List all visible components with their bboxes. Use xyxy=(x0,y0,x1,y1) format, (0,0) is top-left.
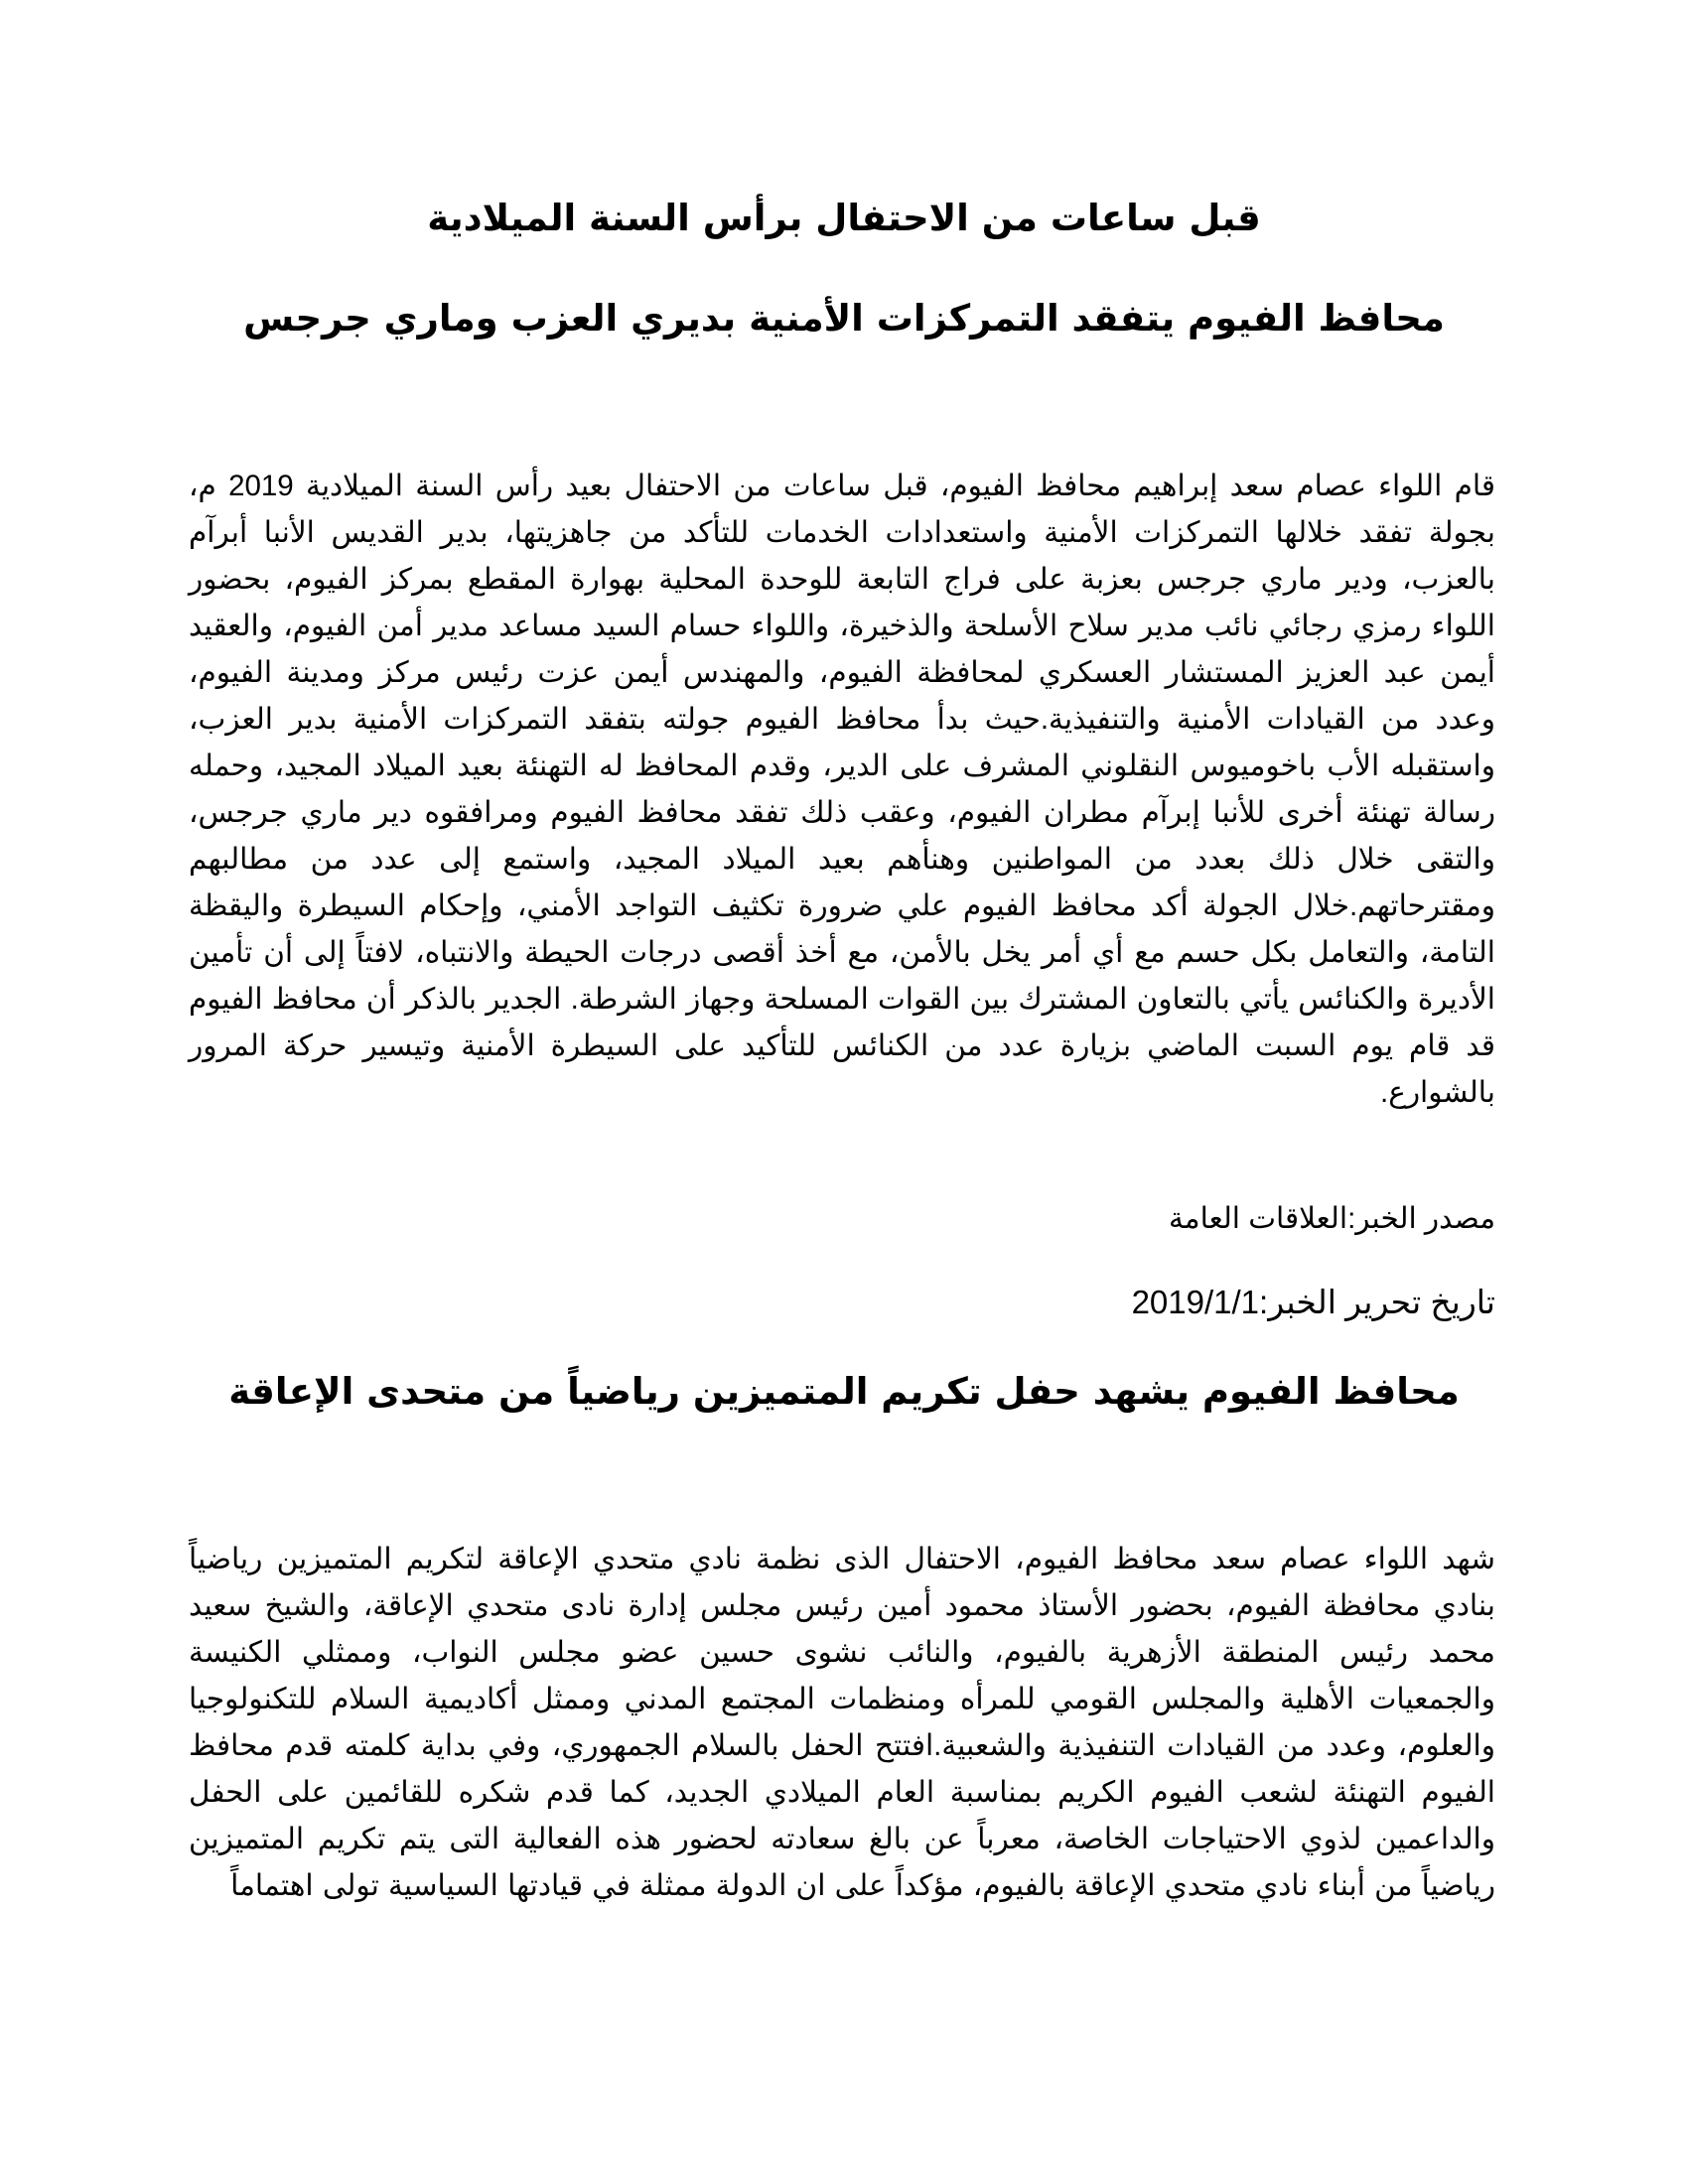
article-2-title: محافظ الفيوم يشهد حفل تكريم المتميزين رياضياً من متحدى الإعاقة xyxy=(228,1370,1460,1413)
article-1-source: مصدر الخبر:العلاقات العامة xyxy=(1168,1202,1495,1235)
article-1-date: تاريخ تحرير الخبر:2019/1/1 xyxy=(1131,1284,1495,1320)
article-1-body: قام اللواء عصام سعد إبراهيم محافظ الفيوم، قبل ساعات من الاحتفال بعيد رأس السنة الميلادية 2019 م، بجولة تفقد خلالها التمركزات الأمنية واستعدادات الخدمات للتأكد من جاهزيتها، بدير القديس الأنبا أبرآم بالعزب، ودير ماري جرجس بعزبة على فراج التابعة للوحدة المحلية بهوارة المقطع بمركز الفيوم، بحضور اللواء رمزي رجائي نائب مدير سلاح الأسلحة والذخيرة، واللواء حسام السيد مساعد مدير أمن الفيوم، والعقيد أيمن عبد العزيز المستشار العسكري لمحافظة الفيوم، والمهندس أيمن عزت رئيس مركز ومدينة الفيوم، وعدد من القيادات الأمنية والتنفيذية.حيث بدأ محافظ الفيوم جولته بتفقد التمركزات الأمنية بدير العزب، واستقبله الأب باخوميوس النقلوني المشرف على الدير، وقدم المحافظ له التهنئة بعيد الميلاد المجيد، وحمله رسالة تهنئة أخرى للأنبا إبرآم مطران الفيوم، وعقب ذلك تفقد محافظ الفيوم ومرافقوه دير ماري جرجس، والتقى خلال ذلك بعدد من المواطنين وهنأهم بعيد الميلاد المجيد، واستمع إلى عدد من مطالبهم ومقترحاتهم.خلال الجولة أكد محافظ الفيوم علي ضرورة تكثيف التواجد الأمني، وإحكام السيطرة واليقظة التامة، والتعامل بكل حسم مع أي أمر يخل بالأمن، مع أخذ أقصى درجات الحيطة والانتباه، لافتاً إلى أن تأمين الأديرة والكنائس يأتي بالتعاون المشترك بين القوات المسلحة وجهاز الشرطة. الجدير بالذكر أن محافظ الفيوم قد قام يوم السبت الماضي بزيارة عدد من الكنائس للتأكيد على السيطرة الأمنية وتيسير حركة المرور بالشوارع. xyxy=(189,470,1496,1109)
article-1-title-line-2: محافظ الفيوم يتفقد التمركزات الأمنية بديري العزب وماري جرجس xyxy=(243,297,1445,340)
article-1-title-line-1: قبل ساعات من الاحتفال برأس السنة الميلادية xyxy=(427,197,1261,239)
article-2-body: شهد اللواء عصام سعد محافظ الفيوم، الاحتفال الذى نظمة نادي متحدي الإعاقة لتكريم المتميزين رياضياً بنادي محافظة الفيوم، بحضور الأستاذ محمود أمين رئيس مجلس إدارة نادى متحدي الإعاقة، والشيخ سعيد محمد رئيس المنطقة الأزهرية بالفيوم، والنائب نشوى حسين عضو مجلس النواب، وممثلي الكنيسة والجمعيات الأهلية والمجلس القومي للمرأه ومنظمات المجتمع المدني وممثل أكاديمية السلام للتكنولوجيا والعلوم، وعدد من القيادات التنفيذية والشعبية.افتتح الحفل بالسلام الجمهوري، وفي بداية كلمته قدم محافظ الفيوم التهنئة لشعب الفيوم الكريم بمناسبة العام الميلادي الجديد، كما قدم شكره للقائمين على الحفل والداعمين لذوي الاحتياجات الخاصة، معرباً عن بالغ سعادته لحضور هذه الفعالية التى يتم تكريم المتميزين رياضياً من أبناء نادي متحدي الإعاقة بالفيوم، مؤكداً على ان الدولة ممثلة في قيادتها السياسية تولى اهتماماً xyxy=(189,1543,1495,1902)
